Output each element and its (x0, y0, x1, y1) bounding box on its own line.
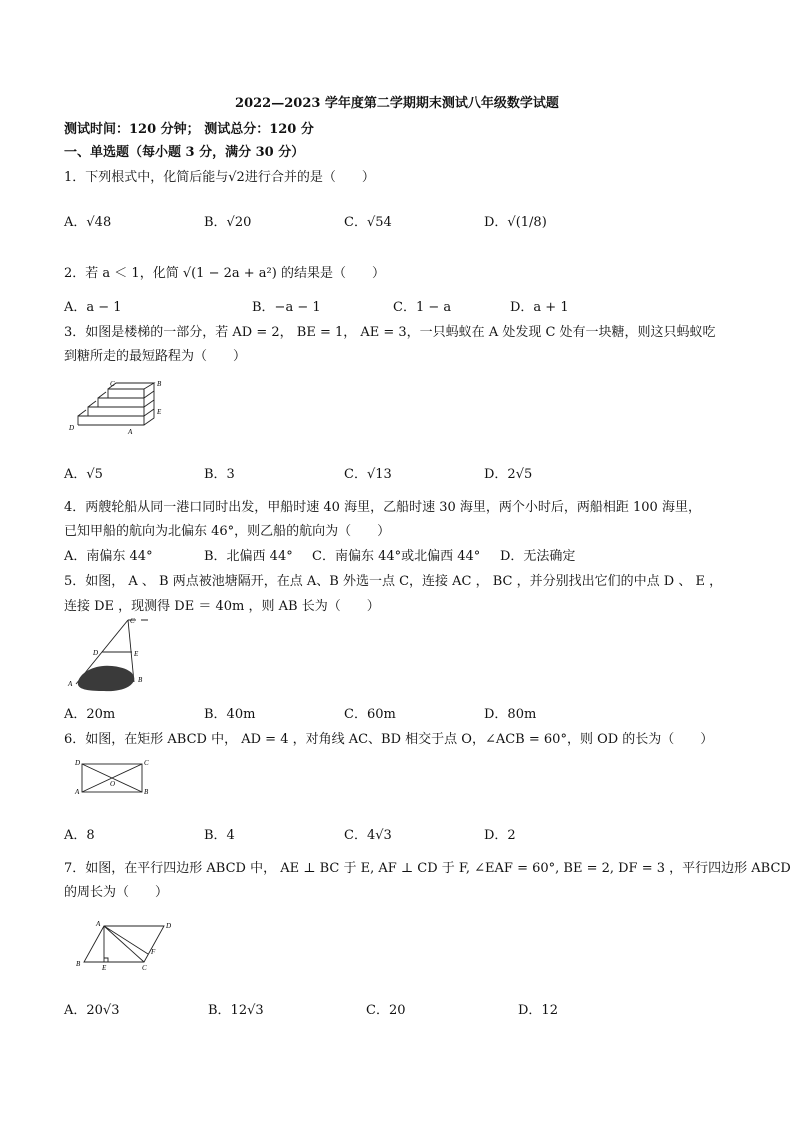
parallelogram-label-c: C (142, 964, 147, 972)
question-7-option-c: C．20 (366, 1003, 406, 1018)
question-7-option-d: D．12 (518, 1003, 558, 1018)
question-7-stem-line-1: 7．如图，在平行四边形 ABCD 中， AE ⊥ BC 于 E, AF ⊥ CD 于 F, ∠EAF = 60°, BE = 2, DF = 3 ，平行四边形 ABCD (64, 861, 791, 876)
question-3-option-d: D．2√5 (484, 467, 533, 482)
question-4-option-a: A．南偏东 44° (64, 549, 153, 564)
staircase-label-e: E (157, 408, 162, 416)
pond-label-e: E (134, 650, 139, 658)
parallelogram-label-b: B (76, 960, 81, 968)
question-4-stem-line-1: 4．两艘轮船从同一港口同时出发，甲船时速 40 海里，乙船时速 30 海里，两个小时后，两船相距 100 海里， (64, 500, 701, 515)
staircase-figure (66, 378, 176, 436)
question-4-option-d: D．无法确定 (500, 549, 576, 564)
rectangle-label-d: D (75, 759, 81, 767)
question-6-option-d: D．2 (484, 828, 516, 843)
exam-info: 测试时间：120 分钟； 测试总分：120 分 (64, 122, 314, 137)
question-7-stem-line-2: 的周长为（ ） (64, 885, 169, 900)
question-7-option-a: A．20√3 (64, 1003, 120, 1018)
question-1-stem: 1．下列根式中，化简后能与√2进行合并的是（ ） (64, 170, 375, 185)
rectangle-figure (70, 756, 160, 800)
pond-label-b: B (138, 676, 143, 684)
question-2-option-b: B．−a − 1 (252, 300, 321, 315)
question-2-stem: 2．若 a ＜ 1，化简 √(1 − 2a + a²) 的结果是（ ） (64, 266, 385, 281)
question-2-option-c: C．1 − a (393, 300, 452, 315)
question-1-option-b: B．√20 (204, 215, 252, 230)
question-5-option-b: B．40m (204, 707, 256, 722)
staircase-label-c: C (110, 380, 115, 388)
question-2-option-d: D．a + 1 (510, 300, 569, 315)
parallelogram-label-a: A (96, 920, 101, 928)
question-3-stem-line-2: 到糖所走的最短路程为（ ） (64, 349, 247, 364)
question-6-option-a: A．8 (64, 828, 95, 843)
question-1-option-a: A．√48 (64, 215, 112, 230)
rectangle-label-o: O (110, 780, 116, 788)
question-7-option-b: B．12√3 (208, 1003, 264, 1018)
question-5-option-c: C．60m (344, 707, 396, 722)
pond-shape (78, 666, 134, 691)
question-4-option-c: C．南偏东 44°或北偏西 44° (312, 549, 481, 564)
question-1-option-d: D．√(1/8) (484, 215, 547, 230)
parallelogram-label-d: D (166, 922, 172, 930)
question-2-option-a: A．a − 1 (64, 300, 122, 315)
pond-label-a: A (68, 680, 73, 688)
exam-title: 2022—2023 学年度第二学期期末测试八年级数学试题 (235, 96, 559, 111)
parallelogram-label-f: F (151, 948, 156, 956)
parallelogram-label-e: E (102, 964, 107, 972)
rectangle-label-a: A (75, 788, 80, 796)
question-6-option-b: B．4 (204, 828, 235, 843)
question-5-option-d: D．80m (484, 707, 537, 722)
parallelogram-figure (72, 916, 182, 972)
question-5-stem-line-1: 5．如图， A 、 B 两点被池塘隔开，在点 A、B 外选一点 C，连接 AC ， BC ，并分别找出它们的中点 D 、 E ， (64, 574, 723, 589)
question-4-option-b: B．北偏西 44° (204, 549, 293, 564)
question-5-stem-line-2: 连接 DE ，现测得 DE ＝ 40m ，则 AB 长为（ ） (64, 599, 380, 614)
question-3-option-c: C．√13 (344, 467, 392, 482)
pond-figure (66, 614, 158, 696)
staircase-label-d: D (69, 424, 75, 432)
pond-label-d: D (93, 649, 99, 657)
rectangle-label-c: C (144, 759, 149, 767)
question-3-option-a: A．√5 (64, 467, 103, 482)
question-3-stem-line-1: 3．如图是楼梯的一部分，若 AD = 2， BE = 1， AE = 3，一只蚂蚁在 A 处发现 C 处有一块糖，则这只蚂蚁吃 (64, 325, 716, 340)
section-heading: 一、单选题（每小题 3 分，满分 30 分） (64, 145, 305, 160)
question-4-stem-line-2: 已知甲船的航向为北偏东 46°，则乙船的航向为（ ） (64, 524, 391, 539)
question-5-option-a: A．20m (64, 707, 116, 722)
rectangle-label-b: B (144, 788, 149, 796)
question-6-option-c: C．4√3 (344, 828, 392, 843)
staircase-label-b: B (157, 380, 162, 388)
staircase-label-a: A (128, 428, 133, 436)
pond-label-c: C (130, 617, 135, 625)
question-1-option-c: C．√54 (344, 215, 392, 230)
question-3-option-b: B．3 (204, 467, 235, 482)
question-6-stem: 6．如图，在矩形 ABCD 中， AD = 4 ，对角线 AC、BD 相交于点 O，∠ACB = 60°，则 OD 的长为（ ） (64, 732, 714, 747)
